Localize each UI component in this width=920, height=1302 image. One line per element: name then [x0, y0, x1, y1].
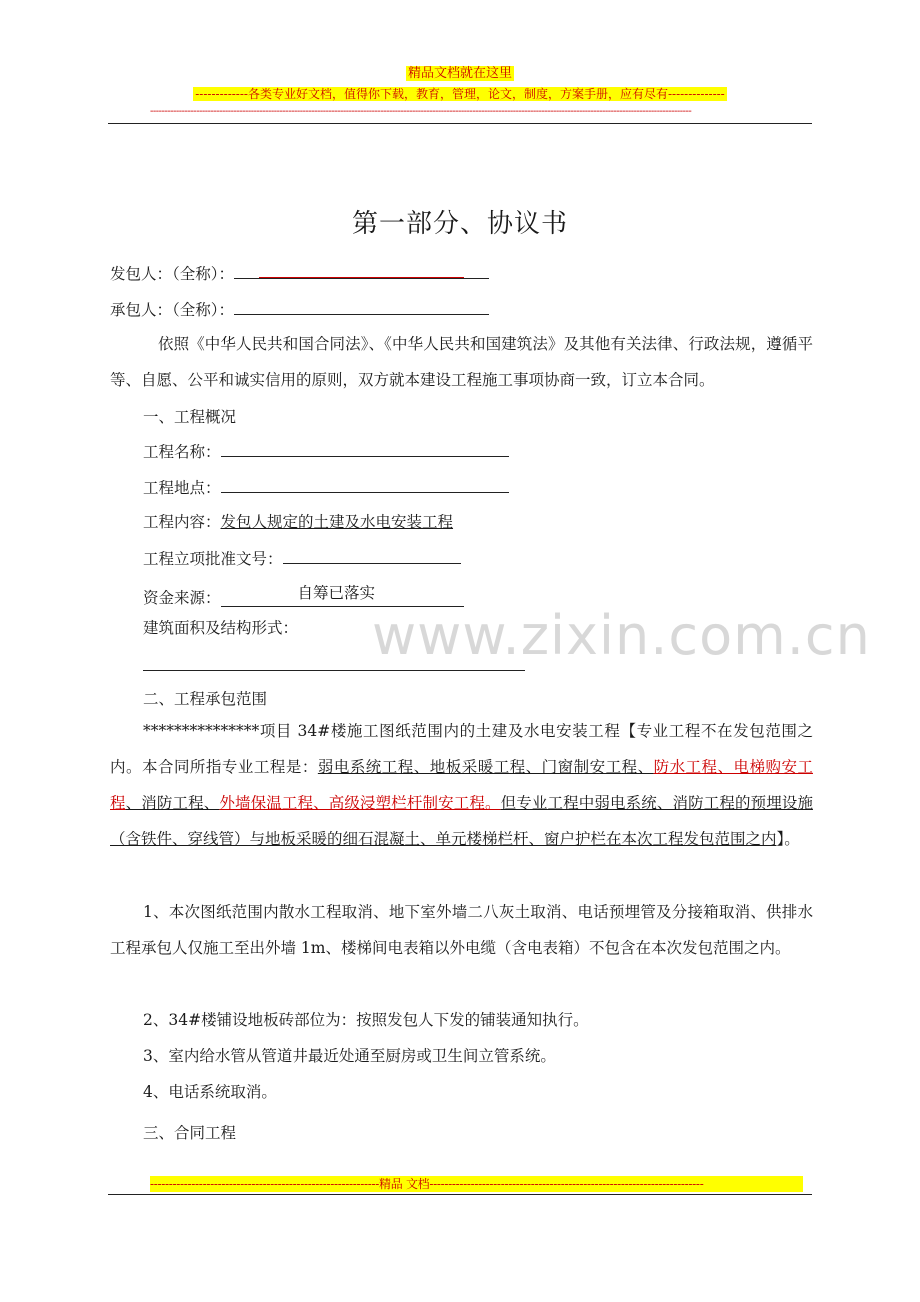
- header-title-line: [0, 66, 920, 82]
- scope-text-f: 但专业工程中弱电系统、消防工程的预埋设施（含铁件、穿线管）与地板采暖的细石混凝土、单元楼梯栏杆、窗户护栏在本次工程发包范围之内: [110, 794, 813, 848]
- scope-text-a: ***************项目 34#楼施工图纸范围内的土建及水电安装工程【专业工程不在发包范围之内。本合同所指专业工程是：: [110, 722, 813, 776]
- scope-item-4: 4、电话系统取消。: [143, 1083, 277, 1101]
- project-name-blank[interactable]: [221, 440, 509, 457]
- watermark: www.zixin.com.cn: [372, 604, 871, 667]
- contractor-line: [110, 298, 489, 321]
- fund-source-value: 自筹已落实: [297, 584, 376, 602]
- employer-line: [110, 262, 489, 285]
- project-location-line: [143, 476, 509, 499]
- project-content-line: [143, 511, 453, 533]
- fund-source-blank[interactable]: [221, 586, 464, 607]
- scope-item-1: 1、本次图纸范围内散水工程取消、地下室外墙二八灰土取消、电话预埋管及分接箱取消、供排水工程承包人仅施工至出外墙 1m、楼梯间电表箱以外电缆（含电表箱）不包含在本次发包范围之内。: [110, 903, 813, 957]
- contractor-label: 承包人：（全称）：: [110, 301, 235, 319]
- fund-source-label: 资金来源：: [143, 589, 221, 607]
- scope-text-b: 弱电系统工程、地板采暖工程、门窗制安工程、: [317, 758, 654, 776]
- scope-item-2: 2、34#楼铺设地板砖部位为：按照发包人下发的铺装通知执行。: [143, 1011, 589, 1029]
- project-name-line: [143, 440, 509, 463]
- scope-text-g: 】。: [776, 830, 800, 848]
- contractor-name-blank[interactable]: [234, 298, 489, 315]
- approval-number-label: 工程立项批准文号：: [143, 550, 283, 568]
- fund-source-line: [143, 582, 464, 609]
- approval-number-line: [143, 547, 461, 570]
- project-content-value: 发包人规定的土建及水电安装工程: [220, 513, 454, 531]
- approval-number-blank[interactable]: [283, 547, 461, 564]
- scope-paragraph: [110, 713, 813, 857]
- scope-text-d: 、消防工程、: [125, 794, 220, 812]
- project-content-label: 工程内容：: [143, 513, 221, 531]
- project-location-blank[interactable]: [221, 476, 509, 493]
- section1-heading: 一、工程概况: [143, 408, 237, 426]
- header-slogan: -------------各类专业好文档，值得你下载，教育，管理，论文，制度，方案手册，应有尽有--------------: [195, 87, 725, 101]
- footer-rule: [108, 1194, 812, 1195]
- employer-label: 发包人：（全称）：: [110, 265, 235, 283]
- scope-text-e: 外墙保温工程、高级浸塑栏杆制安工程。: [219, 794, 501, 812]
- scope-item-3: 3、室内给水管从管道井最近处通至厨房或卫生间立管系统。: [143, 1047, 556, 1065]
- footer-dash-line: -------------------------------------------------------------精品 文档-------------------------------------------------------------------------: [150, 1176, 803, 1192]
- project-name-label: 工程名称：: [143, 443, 221, 461]
- area-structure-blank[interactable]: [143, 670, 525, 671]
- header-slogan-line: [0, 86, 920, 102]
- project-location-label: 工程地点：: [143, 479, 221, 497]
- header-rule: [108, 123, 812, 124]
- area-structure-label: 建筑面积及结构形式：: [143, 619, 299, 637]
- section2-heading: 二、工程承包范围: [143, 690, 268, 708]
- intro-paragraph: 依照《中华人民共和国合同法》、《中华人民共和国建筑法》及其他有关法律、行政法规，遵循平等、自愿、公平和诚实信用的原则，双方就本建设工程施工事项协商一致，订立本合同。: [110, 335, 813, 389]
- section3-heading: 三、合同工程: [143, 1124, 237, 1142]
- employer-name-blank[interactable]: [234, 262, 489, 279]
- scope-text-c: 防水工程、电梯购安工程: [110, 758, 813, 812]
- header-title: 精品文档就在这里: [407, 66, 512, 81]
- document-title: 第一部分、协议书: [351, 209, 568, 239]
- header-dash-line: --------------------------------------------------------------------------------------------------------------------------------------------------------------------------------------------: [150, 106, 692, 117]
